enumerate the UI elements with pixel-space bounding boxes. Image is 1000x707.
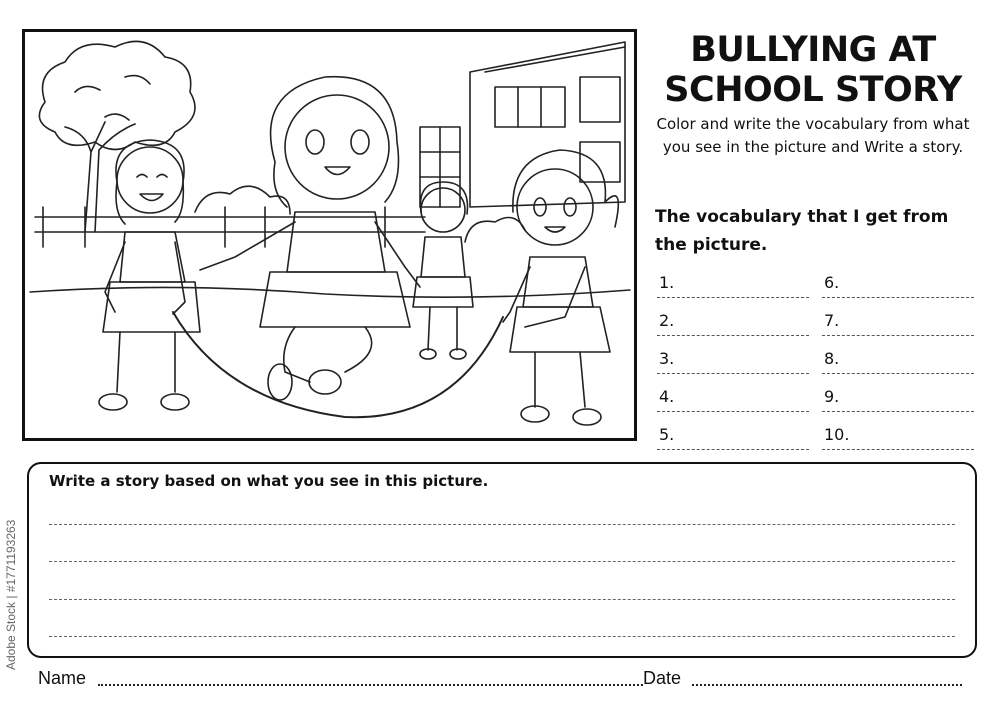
story-writing-box <box>27 462 977 658</box>
vocab-line-4[interactable]: 4. <box>657 382 809 412</box>
date-field[interactable] <box>692 684 962 686</box>
vocab-line-9[interactable]: 9. <box>822 382 974 412</box>
vocabulary-heading: The vocabulary that I get from the picture. <box>655 207 949 255</box>
vocab-line-10[interactable]: 10. <box>822 420 974 450</box>
girl-right-drawing <box>503 150 618 425</box>
ground-drawing <box>30 287 630 297</box>
date-label: Date <box>643 668 682 688</box>
story-writing-line[interactable] <box>49 636 955 637</box>
name-label: Name <box>38 668 87 688</box>
girl-left-drawing <box>99 140 200 410</box>
vocab-line-5[interactable]: 5. <box>657 420 809 450</box>
name-field[interactable] <box>98 684 643 686</box>
worksheet-title: BULLYING AT SCHOOL STORY <box>664 30 962 110</box>
worksheet-instructions: Color and write the vocabulary from what you see in the picture and Write a story. <box>656 115 970 156</box>
stock-watermark: Adobe Stock | #1771193263 <box>4 519 18 670</box>
girl-background-drawing <box>413 182 473 359</box>
vocab-line-2[interactable]: 2. <box>657 306 809 336</box>
story-prompt: Write a story based on what you see in this picture. <box>49 472 489 490</box>
coloring-illustration <box>25 32 634 438</box>
story-writing-line[interactable] <box>49 524 955 525</box>
bushes-drawing <box>195 186 525 242</box>
vocab-line-3[interactable]: 3. <box>657 344 809 374</box>
fence-drawing <box>35 207 425 247</box>
vocab-line-1[interactable]: 1. <box>657 268 809 298</box>
vocab-line-8[interactable]: 8. <box>822 344 974 374</box>
vocab-line-6[interactable]: 6. <box>822 268 974 298</box>
story-writing-line[interactable] <box>49 561 955 562</box>
girl-center-drawing <box>200 77 420 400</box>
illustration-frame <box>22 29 637 441</box>
vocab-line-7[interactable]: 7. <box>822 306 974 336</box>
story-writing-line[interactable] <box>49 599 955 600</box>
